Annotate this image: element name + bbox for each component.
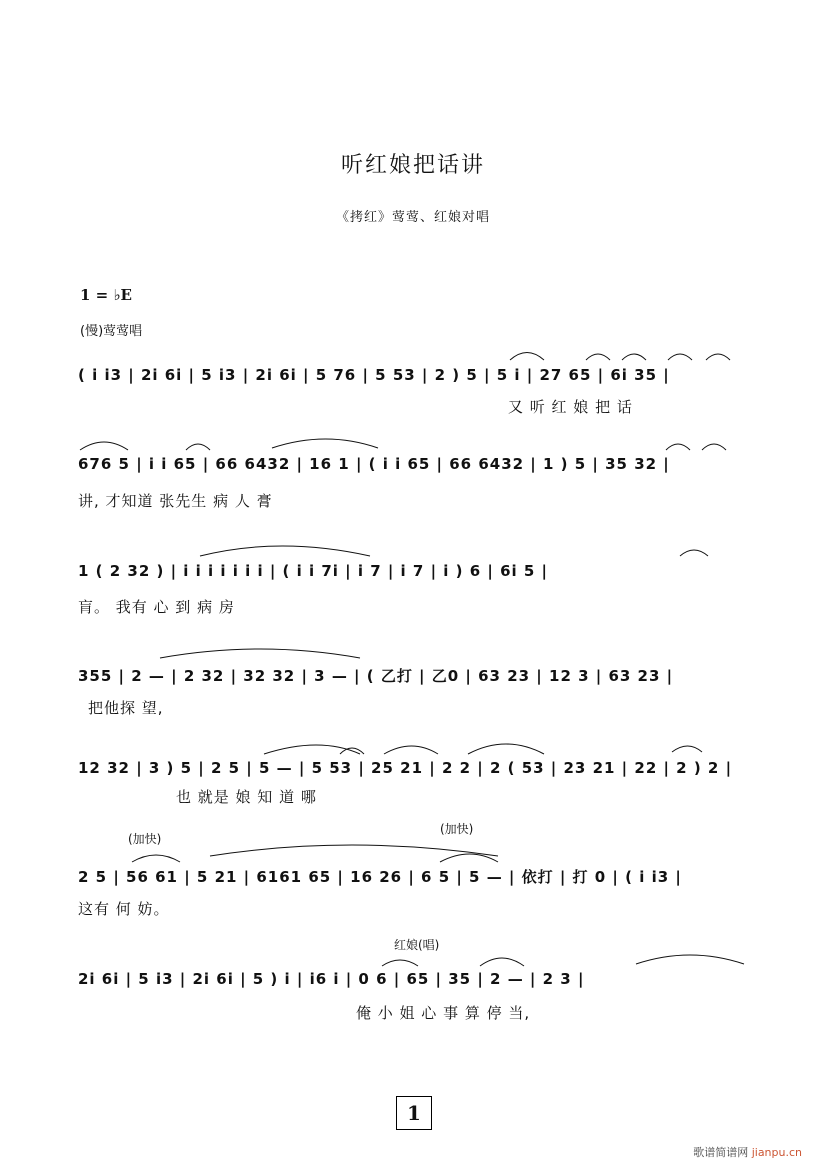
page-number: 1: [396, 1096, 432, 1130]
slur-4: [668, 354, 692, 360]
singer-annotation-hongniang: 红娘(唱): [394, 938, 440, 952]
lyrics-line-7: 俺 小 姐 心 事 算 停 当,: [356, 1004, 531, 1022]
score-line-7: [78, 970, 750, 996]
notation-line-2: 676 5 | i i 65 | 66 6432 | 16 1 | ( i i 65 | 66 6432 | 1 ) 5 | 35 32 |: [78, 455, 670, 473]
score-line-6: [78, 866, 750, 892]
lyrics-line-6: 这有 何 妨。: [78, 900, 170, 918]
watermark: [693, 1144, 802, 1160]
lyrics-line-4: 把他探 望,: [88, 699, 164, 717]
notation-line-6: 2 5 | 56 61 | 5 21 | 6161 65 | 16 26 | 6 5 | 5 — | 依打 | 打 0 | ( i i3 |: [78, 868, 682, 886]
score-line-3: [78, 562, 750, 588]
slur-24: [636, 955, 744, 964]
slur-7: [186, 444, 210, 450]
slur-1: [510, 353, 544, 361]
slur-6: [80, 442, 128, 450]
slur-8: [272, 439, 378, 448]
slur-11: [200, 546, 370, 556]
slur-10: [702, 444, 726, 450]
slur-23: [480, 958, 524, 966]
slur-2: [586, 354, 610, 360]
slur-12: [680, 550, 708, 556]
slur-19: [132, 855, 180, 862]
lyrics-line-2: 讲, 才知道 张先生 病 人 膏: [78, 492, 273, 510]
slur-22: [382, 960, 418, 966]
slur-5: [706, 354, 730, 360]
watermark-site: 歌谱简谱网: [693, 1146, 749, 1159]
notation-line-7: 2i 6i | 5 i3 | 2i 6i | 5 ) i | i6 i | 0 6 | 65 | 35 | 2 — | 2 3 |: [78, 970, 585, 988]
key-signature: 1 = ♭E: [80, 286, 132, 304]
score-line-1: [78, 366, 750, 392]
slur-21: [440, 854, 498, 862]
subtitle: 《拷红》莺莺、红娘对唱: [335, 210, 490, 225]
lyrics-line-5: 也 就是 娘 知 道 哪: [176, 788, 317, 806]
slur-16: [384, 746, 438, 754]
page-title: 听红娘把话讲: [340, 153, 485, 178]
lyrics-line-3: 肓。 我有 心 到 病 房: [78, 598, 235, 616]
slur-15: [340, 748, 364, 754]
slur-3: [622, 354, 646, 360]
score-line-5: [78, 759, 750, 785]
tempo-annotation-faster-2: (加快): [440, 822, 474, 836]
tempo-note: (慢)莺莺唱: [80, 324, 143, 339]
tempo-annotation-faster-1: (加快): [128, 832, 162, 846]
slur-17: [468, 744, 544, 754]
watermark-url: jianpu.cn: [751, 1146, 802, 1159]
notation-line-3: 1 ( 2 32 ) | i i i i i i i | ( i i 7i | i 7 | i 7 | i ) 6 | 6i 5 |: [78, 562, 549, 580]
score-line-4: [78, 665, 750, 691]
slur-13: [160, 649, 360, 658]
score-line-2: [78, 455, 750, 481]
slur-18: [672, 746, 702, 752]
notation-line-5: 12 32 | 3 ) 5 | 2 5 | 5 — | 5 53 | 25 21 | 2 2 | 2 ( 53 | 23 21 | 22 | 2 ) 2 |: [78, 759, 733, 777]
lyrics-line-1: 又 听 红 娘 把 话: [508, 398, 633, 416]
notation-line-4: 355 | 2 — | 2 32 | 32 32 | 3 — | ( 乙打 | 乙0 | 63 23 | 12 3 | 63 23 |: [78, 667, 674, 685]
slur-9: [666, 444, 690, 450]
slur-20: [210, 845, 498, 856]
slur-14: [264, 745, 360, 754]
notation-line-1: ( i i3 | 2i 6i | 5 i3 | 2i 6i | 5 76 | 5 53 | 2 ) 5 | 5 i | 27 65 | 6i 35 |: [78, 366, 670, 384]
